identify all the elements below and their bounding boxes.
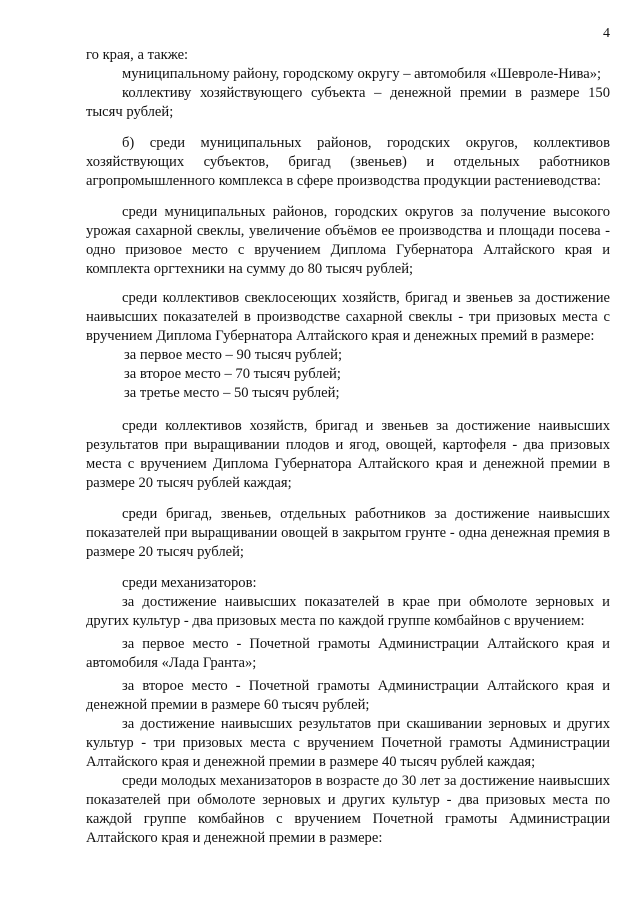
paragraph: за третье место – 50 тысяч рублей; [124, 385, 340, 401]
paragraph: го края, а также: [86, 47, 189, 63]
paragraph: за второе место - Почетной грамоты Администрации Алтайского края и денежной премии в размере 60 тысяч рублей; [86, 678, 610, 713]
paragraph: среди коллективов хозяйств, бригад и звеньев за достижение наивысших результатов при выращивании плодов и ягод, овощей, картофеля - два призовых места с вручением Диплома Губернатора Алтайского края и денежной премии в размере 20 тысяч рублей каждая; [86, 418, 610, 491]
paragraph: за первое место - Почетной грамоты Администрации Алтайского края и автомобиля «Лада Гранта»; [86, 636, 610, 671]
paragraph: среди бригад, звеньев, отдельных работников за достижение наивысших показателей при выращивании овощей в закрытом грунте - одна денежная премия в размере 20 тысяч рублей; [86, 506, 610, 560]
paragraph: за достижение наивысших результатов при скашивании зерновых и других культур - три призовых места с вручением Почетной грамоты Администрации Алтайского края и денежной премии в размере 40 тысяч рублей каждая; [86, 716, 610, 770]
paragraph: среди коллективов свеклосеющих хозяйств, бригад и звеньев за достижение наивысших показателей в производстве сахарной свеклы - три призовых места с вручением Диплома Губернатора Алтайского края и денежных премий в размере: [86, 290, 610, 344]
paragraph: среди муниципальных районов, городских округов за получение высокого урожая сахарной свеклы, увеличение объёмов ее производства и площади посева - одно призовое место с вручением Диплома Губернатора Алтайского края и комплекта оргтехники на сумму до 80 тысяч рублей; [86, 204, 610, 277]
paragraph: среди молодых механизаторов в возрасте до 30 лет за достижение наивысших показателей при обмолоте зерновых и других культур - два призовых места по каждой группе комбайнов с вручением Почетной грамоты Администрации Алтайского края и денежной премии в размере: [86, 773, 610, 846]
paragraph: муниципальному району, городскому округу – автомобиля «Шевроле-Нива»; [122, 66, 602, 82]
paragraph: б) среди муниципальных районов, городских округов, коллективов хозяйствующих субъектов, бригад (звеньев) и отдельных работников агропромышленного комплекса в сфере производства продукции растениеводства: [86, 135, 610, 189]
paragraph: коллективу хозяйствующего субъекта – денежной премии в размере 150 тысяч рублей; [86, 85, 610, 120]
page-number: 4 [603, 26, 610, 41]
paragraph: за первое место – 90 тысяч рублей; [124, 347, 342, 363]
paragraph: за достижение наивысших показателей в крае при обмолоте зерновых и других культур - два призовых места по каждой группе комбайнов с вручением: [86, 594, 610, 629]
paragraph: за второе место – 70 тысяч рублей; [124, 366, 341, 382]
paragraph: среди механизаторов: [122, 575, 257, 591]
document-body [86, 46, 610, 848]
